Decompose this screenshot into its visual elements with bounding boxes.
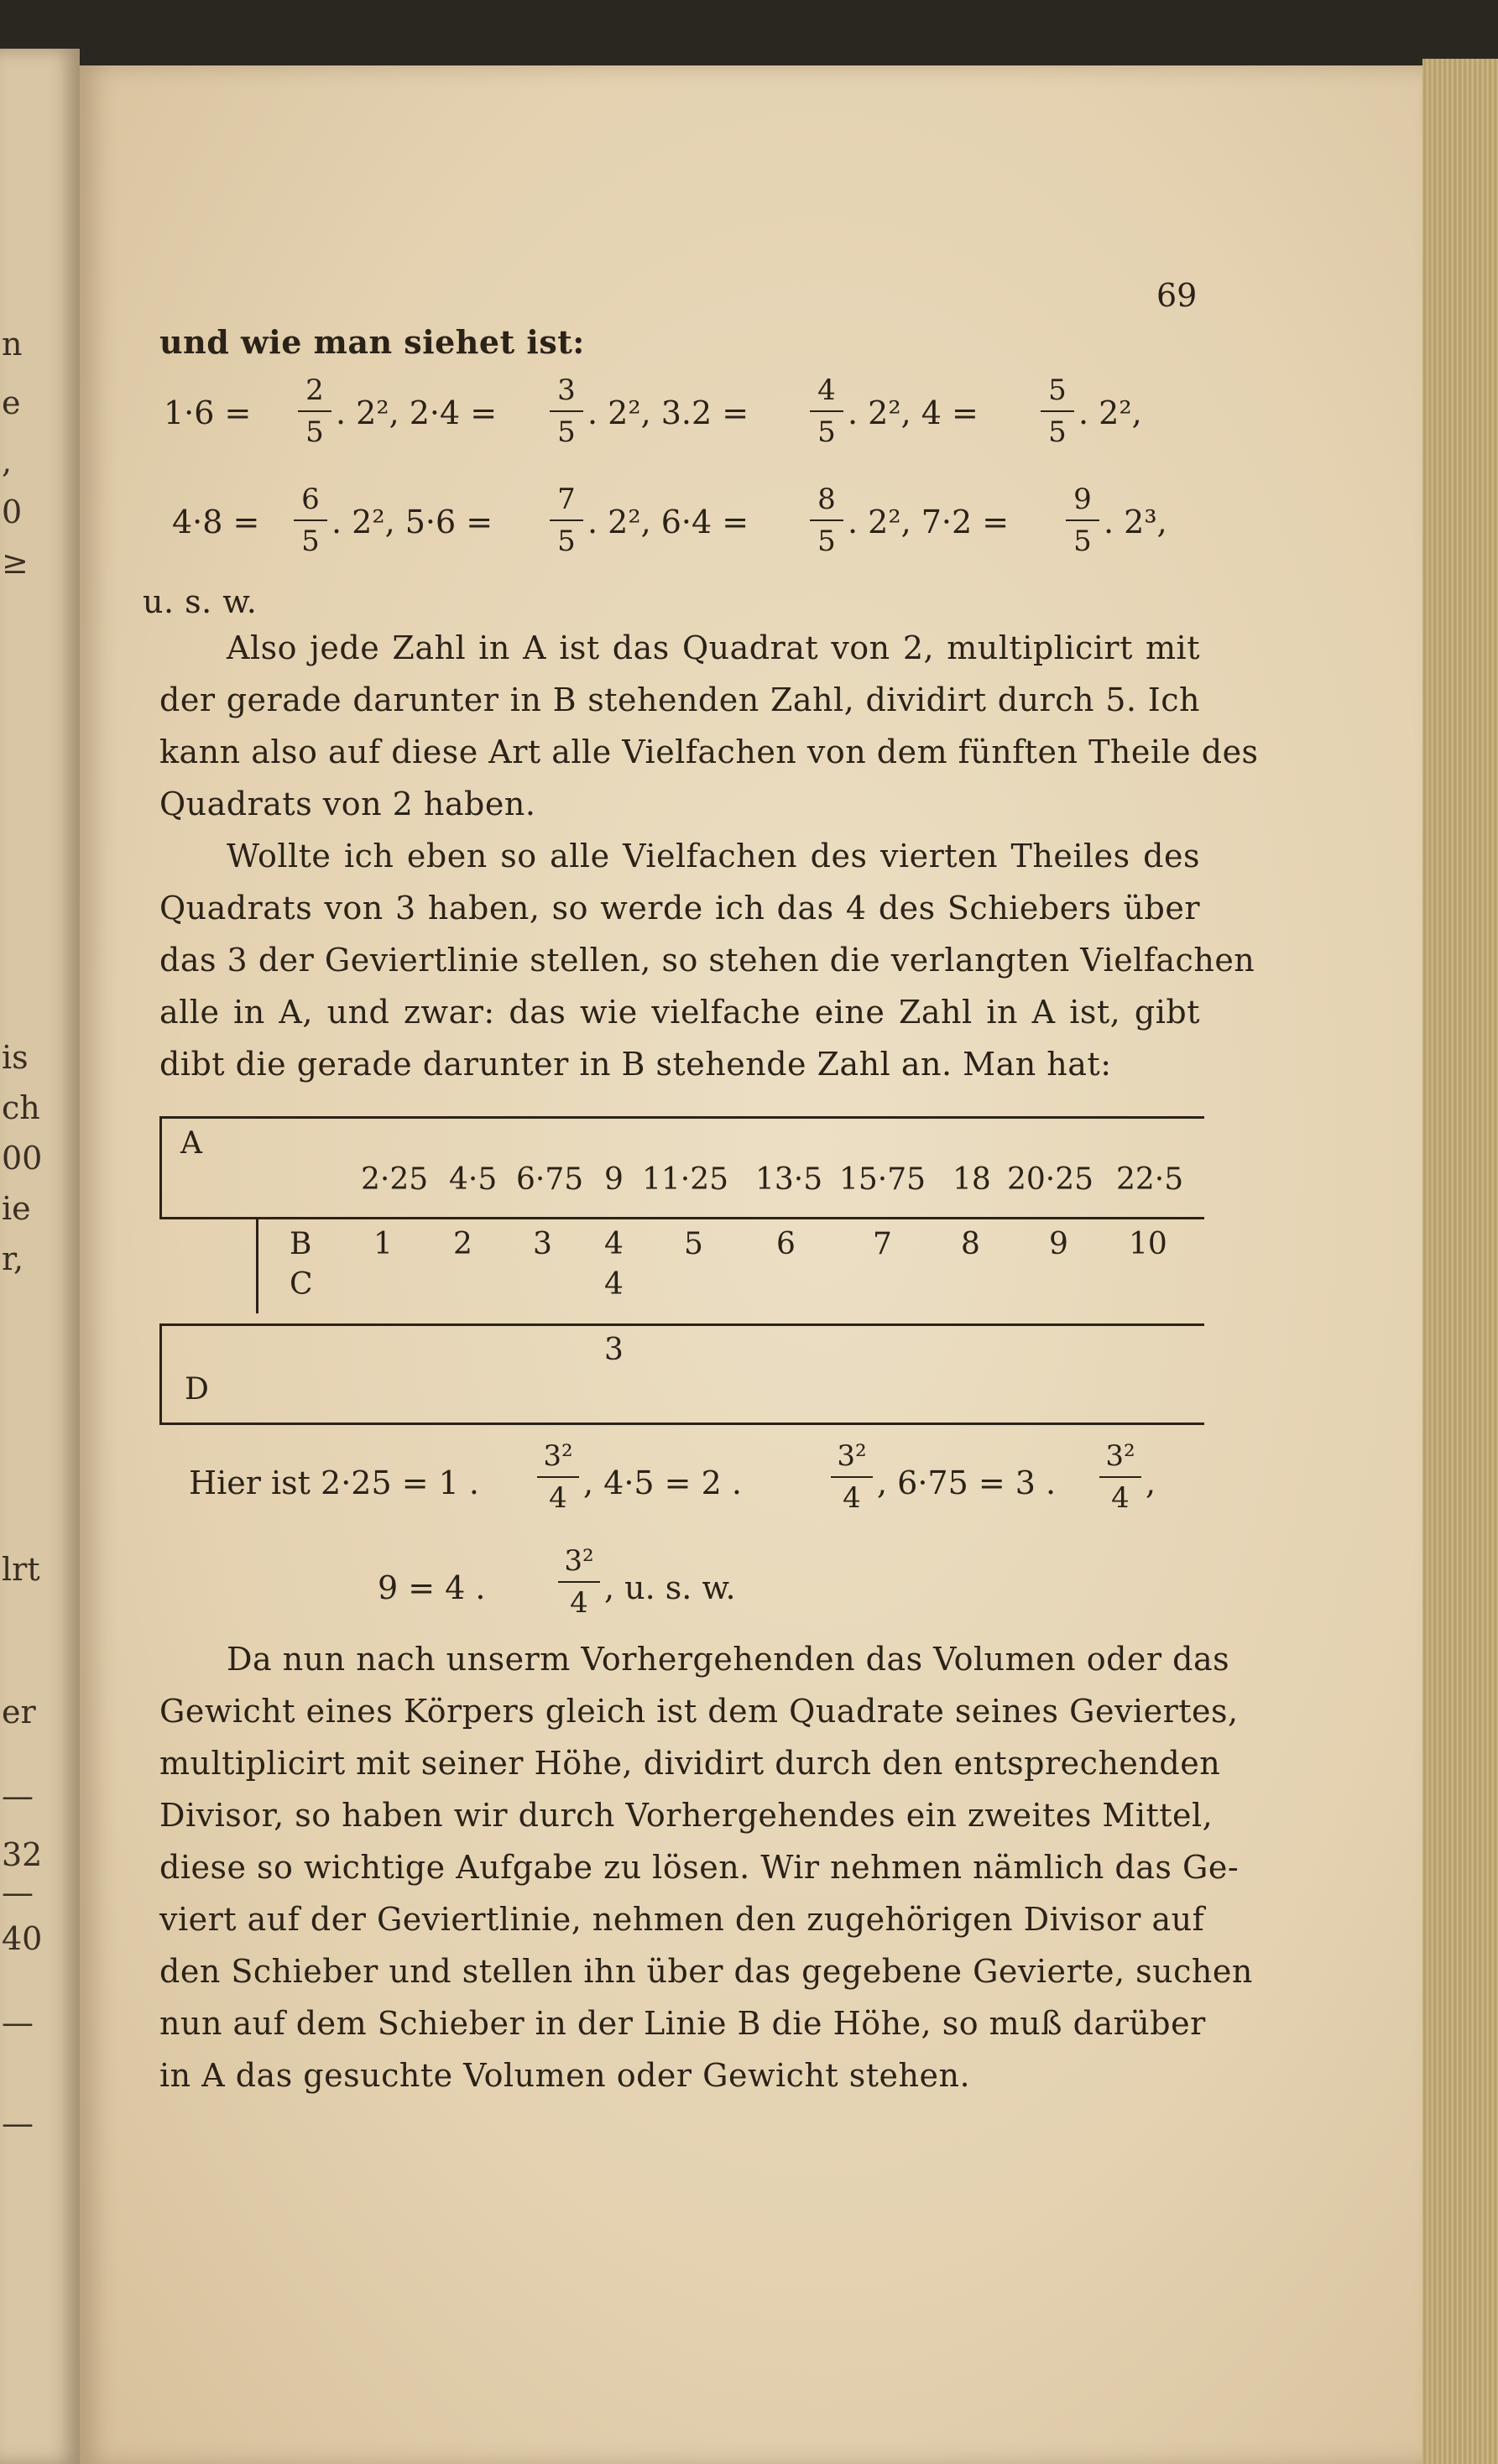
denominator: 4 — [549, 1481, 567, 1515]
denominator: 5 — [817, 525, 836, 558]
table-mid-rule — [159, 1217, 1204, 1219]
left-page-edge — [0, 49, 80, 2464]
page-number: 69 — [1156, 277, 1198, 314]
row-a-value: 22·5 — [1116, 1162, 1184, 1197]
numerator: 9 — [1073, 483, 1092, 516]
eq3-term: , 4·5 = 2 . — [583, 1464, 742, 1501]
eq1-fraction-1 — [298, 373, 331, 449]
left-fragment: n — [2, 326, 23, 363]
text-line: nun auf dem Schieber in der Linie B die Höhe, so muß darüber — [159, 2005, 1206, 2042]
table-lower-rule — [159, 1323, 1204, 1326]
book-page — [80, 65, 1422, 2464]
left-fragment: ≥ — [2, 544, 29, 581]
numerator: 7 — [557, 483, 576, 516]
eq2-term: . 2², 7·2 = — [848, 504, 1010, 540]
denominator: 5 — [305, 415, 324, 449]
denominator: 5 — [301, 525, 320, 558]
numerator: 3 — [557, 373, 576, 407]
left-fragment: 32 — [2, 1836, 43, 1873]
eq1-term: . 2², 4 = — [848, 394, 979, 431]
left-fragment: is — [2, 1039, 29, 1076]
row-b-value: 4 — [604, 1227, 624, 1261]
denominator: 4 — [843, 1481, 861, 1515]
c-value: 4 — [604, 1267, 624, 1302]
left-fragment: 0 — [2, 493, 23, 530]
denominator: 4 — [1111, 1481, 1130, 1515]
eq3-term: Hier ist 2·25 = 1 . — [189, 1464, 479, 1501]
intro-text: und wie man siehet ist: — [159, 323, 585, 361]
numerator: 3² — [1105, 1439, 1135, 1473]
denominator: 5 — [557, 415, 576, 449]
text-line: kann also auf diese Art alle Vielfachen von dem fünften Theile des — [159, 733, 1259, 770]
numerator: 4 — [817, 373, 836, 407]
numerator: 3² — [543, 1439, 573, 1473]
numerator: 2 — [305, 373, 324, 407]
row-b-value: 9 — [1049, 1227, 1068, 1261]
eq1-term: 1·6 = — [164, 394, 252, 431]
numerator: 3² — [837, 1439, 867, 1473]
text-line: Wollte ich eben so alle Vielfachen des vierten Theiles des — [227, 838, 1200, 874]
text-line: Da nun nach unserm Vorhergehenden das Volumen oder das — [227, 1641, 1230, 1678]
denominator: 5 — [817, 415, 836, 449]
row-b-value: 8 — [961, 1227, 980, 1261]
denominator: 5 — [557, 525, 576, 558]
eq4-fraction-1 — [558, 1544, 600, 1620]
eq3-fraction-3 — [1099, 1439, 1141, 1515]
denominator: 5 — [1073, 525, 1092, 558]
row-a-value: 11·25 — [642, 1162, 729, 1197]
eq2-fraction-4 — [1066, 483, 1099, 558]
text-line: viert auf der Geviertlinie, nehmen den zugehörigen Divisor auf — [159, 1901, 1205, 1938]
row-a-value: 20·25 — [1007, 1162, 1094, 1197]
table-top-rule — [159, 1116, 1204, 1119]
left-fragment: er — [2, 1694, 36, 1731]
table-left-rule — [159, 1116, 162, 1219]
row-b-value: 2 — [453, 1227, 472, 1261]
eq3-term: , 6·75 = 3 . — [877, 1464, 1057, 1501]
usw-text: u. s. w. — [143, 583, 258, 620]
row-a-value: 6·75 — [516, 1162, 584, 1197]
left-fragment: 40 — [2, 1920, 43, 1957]
text-line: der gerade darunter in B stehenden Zahl, dividirt durch 5. Ich — [159, 681, 1200, 718]
eq1-term: . 2², — [1078, 394, 1142, 431]
eq3-fraction-1 — [537, 1439, 579, 1515]
left-fragment: r, — [2, 1240, 24, 1277]
row-a-value: 15·75 — [839, 1162, 926, 1197]
row-a-value: 9 — [604, 1162, 624, 1197]
eq2-fraction-2 — [550, 483, 583, 558]
text-line: diese so wichtige Aufgabe zu lösen. Wir nehmen nämlich das Ge- — [159, 1849, 1240, 1886]
text-line: Quadrats von 3 haben, so werde ich das 4 des Schiebers über — [159, 890, 1200, 927]
left-fragment: ch — [2, 1089, 40, 1126]
eq1-fraction-4 — [1041, 373, 1074, 449]
row-b-value: 3 — [533, 1227, 552, 1261]
left-fragment: lrt — [2, 1551, 40, 1588]
text-line: Divisor, so haben wir durch Vorhergehendes ein zweites Mittel, — [159, 1797, 1214, 1834]
row-a-value: 13·5 — [755, 1162, 823, 1197]
label-d: D — [185, 1372, 209, 1407]
eq3-term: , — [1146, 1464, 1156, 1501]
slider-left-rule — [256, 1217, 258, 1313]
row-b-value: 5 — [684, 1227, 703, 1261]
eq4-term: 9 = 4 . — [378, 1569, 486, 1606]
eq1-fraction-2 — [550, 373, 583, 449]
text-line: in A das gesuchte Volumen oder Gewicht stehen. — [159, 2057, 971, 2094]
row-b-value: 6 — [776, 1227, 796, 1261]
eq4-term: , u. s. w. — [604, 1569, 736, 1606]
denominator: 4 — [570, 1586, 588, 1620]
eq1-term: . 2², 2·4 = — [336, 394, 498, 431]
eq1-term: . 2², 3.2 = — [587, 394, 749, 431]
eq1-fraction-3 — [810, 373, 843, 449]
row-b-value: 1 — [373, 1227, 393, 1261]
numerator: 8 — [817, 483, 836, 516]
left-fragment: , — [2, 443, 13, 480]
text-line: das 3 der Geviertlinie stellen, so stehen die verlangten Vielfachen — [159, 942, 1255, 979]
left-fragment: 00 — [2, 1140, 43, 1177]
row-b-value: 7 — [873, 1227, 892, 1261]
label-c: C — [290, 1267, 313, 1302]
left-fragment: — — [2, 2004, 34, 2041]
numerator: 5 — [1048, 373, 1067, 407]
text-line: den Schieber und stellen ihn über das gegebene Gevierte, suchen — [159, 1953, 1253, 1990]
numerator: 3² — [564, 1544, 594, 1578]
row-b-value: 10 — [1129, 1227, 1167, 1261]
eq2-fraction-1 — [294, 483, 327, 558]
page-edges — [1422, 59, 1498, 2464]
d-value: 3 — [604, 1333, 624, 1367]
left-fragment: — — [2, 1874, 34, 1911]
d-left-rule — [159, 1323, 162, 1424]
left-fragment: — — [2, 1778, 34, 1814]
row-a-value: 18 — [953, 1162, 991, 1197]
denominator: 5 — [1048, 415, 1067, 449]
table-bottom-rule — [159, 1423, 1204, 1425]
left-fragment: e — [2, 384, 21, 421]
label-b: B — [290, 1227, 312, 1261]
text-line: alle in A, und zwar: das wie vielfache eine Zahl in A ist, gibt — [159, 994, 1200, 1031]
text-line: Gewicht eines Körpers gleich ist dem Quadrate seines Geviertes, — [159, 1693, 1239, 1730]
left-fragment: — — [2, 2105, 34, 2142]
text-line: Also jede Zahl in A ist das Quadrat von 2, multiplicirt mit — [227, 629, 1200, 666]
eq2-term: . 2², 6·4 = — [587, 504, 749, 540]
eq2-term: . 2², 5·6 = — [331, 504, 493, 540]
eq3-fraction-2 — [831, 1439, 873, 1515]
eq2-fraction-3 — [810, 483, 843, 558]
left-fragment: ie — [2, 1190, 31, 1227]
eq2-term: . 2³, — [1104, 504, 1167, 540]
row-a-value: 2·25 — [361, 1162, 429, 1197]
numerator: 6 — [301, 483, 320, 516]
row-a-value: 4·5 — [449, 1162, 498, 1197]
label-a: A — [180, 1126, 202, 1161]
text-line: multiplicirt mit seiner Höhe, dividirt durch den entsprechenden — [159, 1745, 1221, 1782]
text-line: Quadrats von 2 haben. — [159, 786, 536, 822]
eq2-term: 4·8 = — [172, 504, 260, 540]
text-line: dibt die gerade darunter in B stehende Zahl an. Man hat: — [159, 1046, 1112, 1083]
